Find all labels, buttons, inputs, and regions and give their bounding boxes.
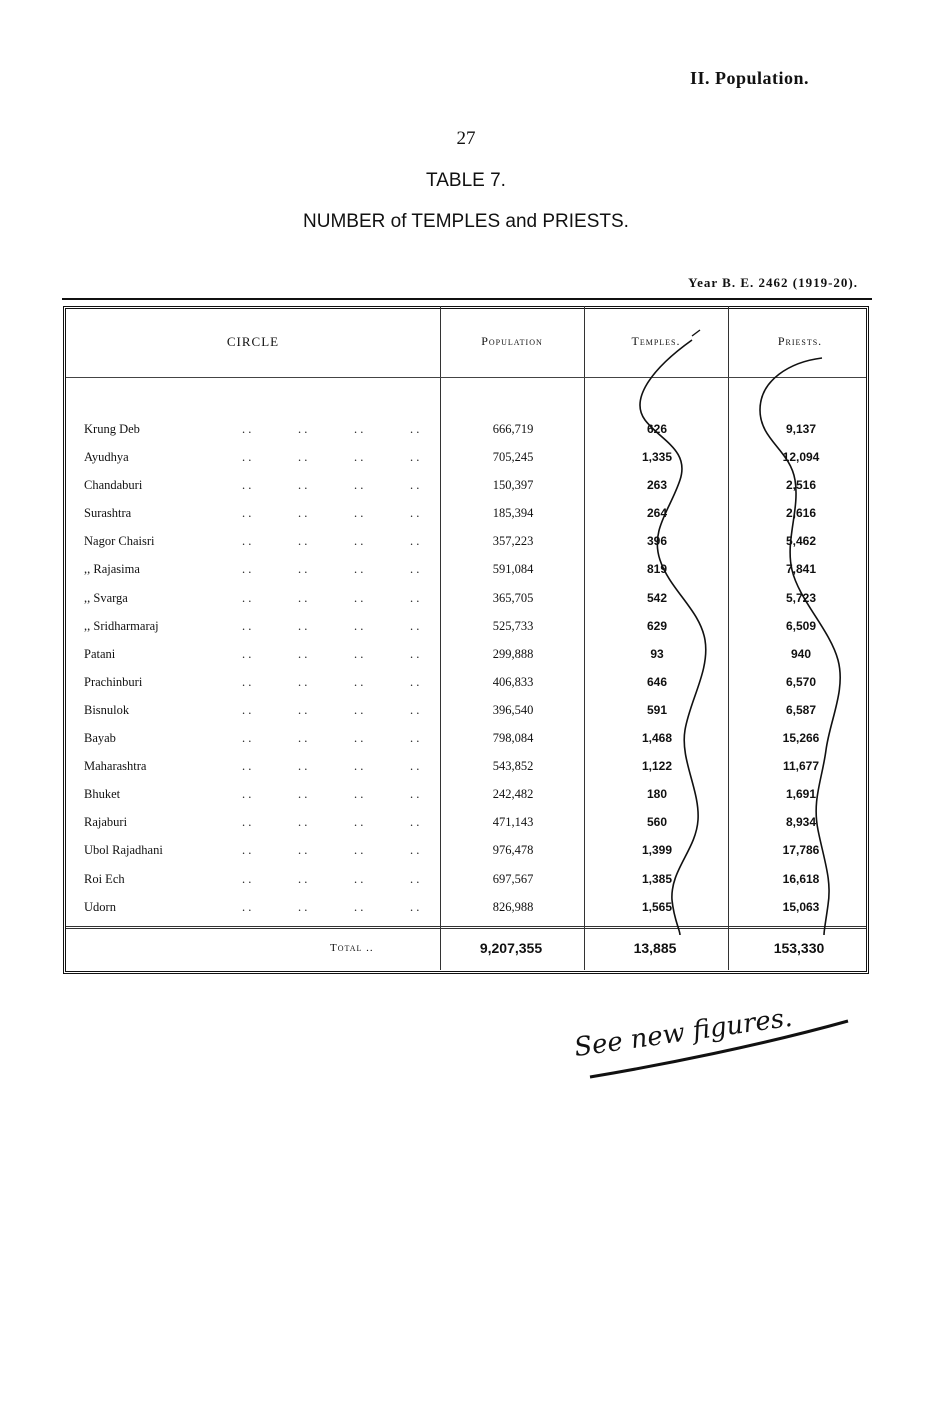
population-value: 666,719 <box>492 422 534 436</box>
population-value: 543,852 <box>492 759 534 774</box>
priests-value: 2,516 <box>785 478 817 493</box>
circle-name: Chandaburi <box>84 478 143 493</box>
population-value: 826,988 <box>492 899 534 914</box>
table-row: Ubol Rajadhani . . . . . . . . 976,478 1,399 17,786 <box>66 837 866 865</box>
column-header-population: Population <box>481 334 543 348</box>
total-temples: 13,885 <box>633 940 677 956</box>
circle-name: ,, Rajasima <box>84 562 140 577</box>
temples-value: 1,335 <box>641 450 673 465</box>
priests-value: 7,841 <box>785 562 817 577</box>
priests-value: 12,094 <box>782 450 820 465</box>
temples-value: 1,468 <box>641 731 673 746</box>
table-title: TABLE 7. <box>426 170 506 191</box>
priests-value: 8,934 <box>785 815 817 830</box>
temples-value: 591 <box>646 702 668 717</box>
population-value: 185,394 <box>492 506 534 521</box>
circle-name: Rajaburi <box>84 815 128 830</box>
temples-value: 93 <box>650 646 664 661</box>
column-header-priests: Priests. <box>777 334 823 348</box>
table-subtitle: NUMBER of TEMPLES and PRIESTS. <box>303 211 629 232</box>
priests-value: 15,063 <box>782 899 820 914</box>
circle-name: Udorn <box>84 899 116 914</box>
column-header-circle: CIRCLE <box>226 334 280 349</box>
population-value: 471,143 <box>492 815 534 830</box>
table-row: ,, Rajasima . . . . . . . . 591,084 819 7,841 <box>66 556 866 584</box>
priests-value: 6,570 <box>785 674 817 689</box>
temples-value: 542 <box>646 590 668 605</box>
table-row: ,, Svarga . . . . . . . . 365,705 542 5,723 <box>66 585 866 613</box>
circle-name: Maharashtra <box>84 759 147 774</box>
priests-value: 6,509 <box>785 618 817 633</box>
handwritten-note <box>572 985 852 1085</box>
temples-value: 819 <box>646 562 668 577</box>
population-value: 242,482 <box>492 787 534 802</box>
population-value: 406,833 <box>492 674 534 689</box>
circle-name: ,, Svarga <box>84 590 128 605</box>
table-row: Bisnulok . . . . . . . . 396,540 591 6,587 <box>66 697 866 725</box>
table-row: Nagor Chaisri . . . . . . . . 357,223 396 5,462 <box>66 528 866 556</box>
circle-name: Krung Deb <box>84 422 140 436</box>
top-rule <box>62 298 872 300</box>
table-row: Bayab . . . . . . . . 798,084 1,468 15,266 <box>66 725 866 753</box>
population-value: 976,478 <box>492 843 534 858</box>
circle-name: Ubol Rajadhani <box>84 843 163 858</box>
temples-value: 180 <box>646 787 668 802</box>
temples-value: 396 <box>646 534 668 549</box>
total-priests: 153,330 <box>773 940 825 956</box>
table-row: Bhuket . . . . . . . . 242,482 180 1,691 <box>66 781 866 809</box>
section-header: II. Population. <box>690 68 810 88</box>
total-population: 9,207,355 <box>479 940 543 956</box>
circle-name: Prachinburi <box>84 674 143 689</box>
temples-value: 560 <box>646 815 668 830</box>
circle-name: Patani <box>84 646 116 661</box>
priests-value: 2,616 <box>785 506 817 521</box>
priests-value: 17,786 <box>782 843 820 858</box>
table-row: Surashtra . . . . . . . . 185,394 264 2,616 <box>66 500 866 528</box>
table-body <box>66 416 866 922</box>
temples-value: 646 <box>646 674 668 689</box>
temples-value: 1,399 <box>641 843 673 858</box>
population-value: 525,733 <box>492 618 534 633</box>
handwritten-note-text: See new figures. <box>572 1002 795 1064</box>
population-value: 798,084 <box>492 731 534 746</box>
table-row: Chandaburi . . . . . . . . 150,397 263 2,516 <box>66 472 866 500</box>
table-row: Rajaburi . . . . . . . . 471,143 560 8,934 <box>66 809 866 837</box>
temples-value: 263 <box>646 478 668 493</box>
priests-value: 5,723 <box>785 590 817 605</box>
table-row: ,, Sridharmaraj . . . . . . . . 525,733 629 6,509 <box>66 613 866 641</box>
temples-value: 264 <box>646 506 668 521</box>
population-value: 591,084 <box>492 562 534 577</box>
temples-value: 1,385 <box>641 871 673 886</box>
page-number: 27 <box>456 128 476 149</box>
circle-name: Nagor Chaisri <box>84 534 155 549</box>
table-row: Roi Ech . . . . . . . . 697,567 1,385 16,618 <box>66 866 866 894</box>
priests-value: 940 <box>790 646 812 661</box>
circle-name: Bhuket <box>84 787 121 802</box>
total-label: Total .. <box>330 942 374 954</box>
circle-name: Surashtra <box>84 506 132 521</box>
temples-value: 1,122 <box>641 759 673 774</box>
priests-value: 16,618 <box>782 871 820 886</box>
temples-value: 626 <box>646 422 668 436</box>
temples-value: 629 <box>646 618 668 633</box>
circle-name: Bayab <box>84 731 116 746</box>
temples-value: 1,565 <box>641 899 673 914</box>
priests-value: 5,462 <box>785 534 817 549</box>
population-value: 365,705 <box>492 590 534 605</box>
table-row: Prachinburi . . . . . . . . 406,833 646 6,570 <box>66 669 866 697</box>
column-header-temples: Temples. <box>631 334 681 348</box>
table-row: Udorn . . . . . . . . 826,988 1,565 15,063 <box>66 894 866 922</box>
circle-name: Roi Ech <box>84 871 125 886</box>
circle-name: Bisnulok <box>84 702 130 717</box>
priests-value: 6,587 <box>785 702 817 717</box>
population-value: 697,567 <box>492 871 534 886</box>
population-value: 299,888 <box>492 646 534 661</box>
priests-value: 15,266 <box>782 731 820 746</box>
circle-name: ,, Sridharmaraj <box>84 618 159 633</box>
circle-name: Ayudhya <box>84 450 129 465</box>
total-divider <box>66 926 866 929</box>
population-value: 150,397 <box>492 478 534 493</box>
priests-value: 1,691 <box>785 787 817 802</box>
header-divider <box>66 377 866 378</box>
population-value: 357,223 <box>492 534 534 549</box>
priests-value: 9,137 <box>785 422 817 436</box>
year-line: Year B. E. 2462 (1919-20). <box>688 275 858 290</box>
priests-value: 11,677 <box>782 759 820 774</box>
table-row: Patani . . . . . . . . 299,888 93 940 <box>66 641 866 669</box>
population-value: 396,540 <box>492 702 534 717</box>
population-value: 705,245 <box>492 450 534 465</box>
table-row: Ayudhya . . . . . . . . 705,245 1,335 12,094 <box>66 444 866 472</box>
table-row: Krung Deb . . . . . . . . 666,719 626 9,137 <box>66 416 866 444</box>
table-row: Maharashtra . . . . . . . . 543,852 1,122 11,677 <box>66 753 866 781</box>
